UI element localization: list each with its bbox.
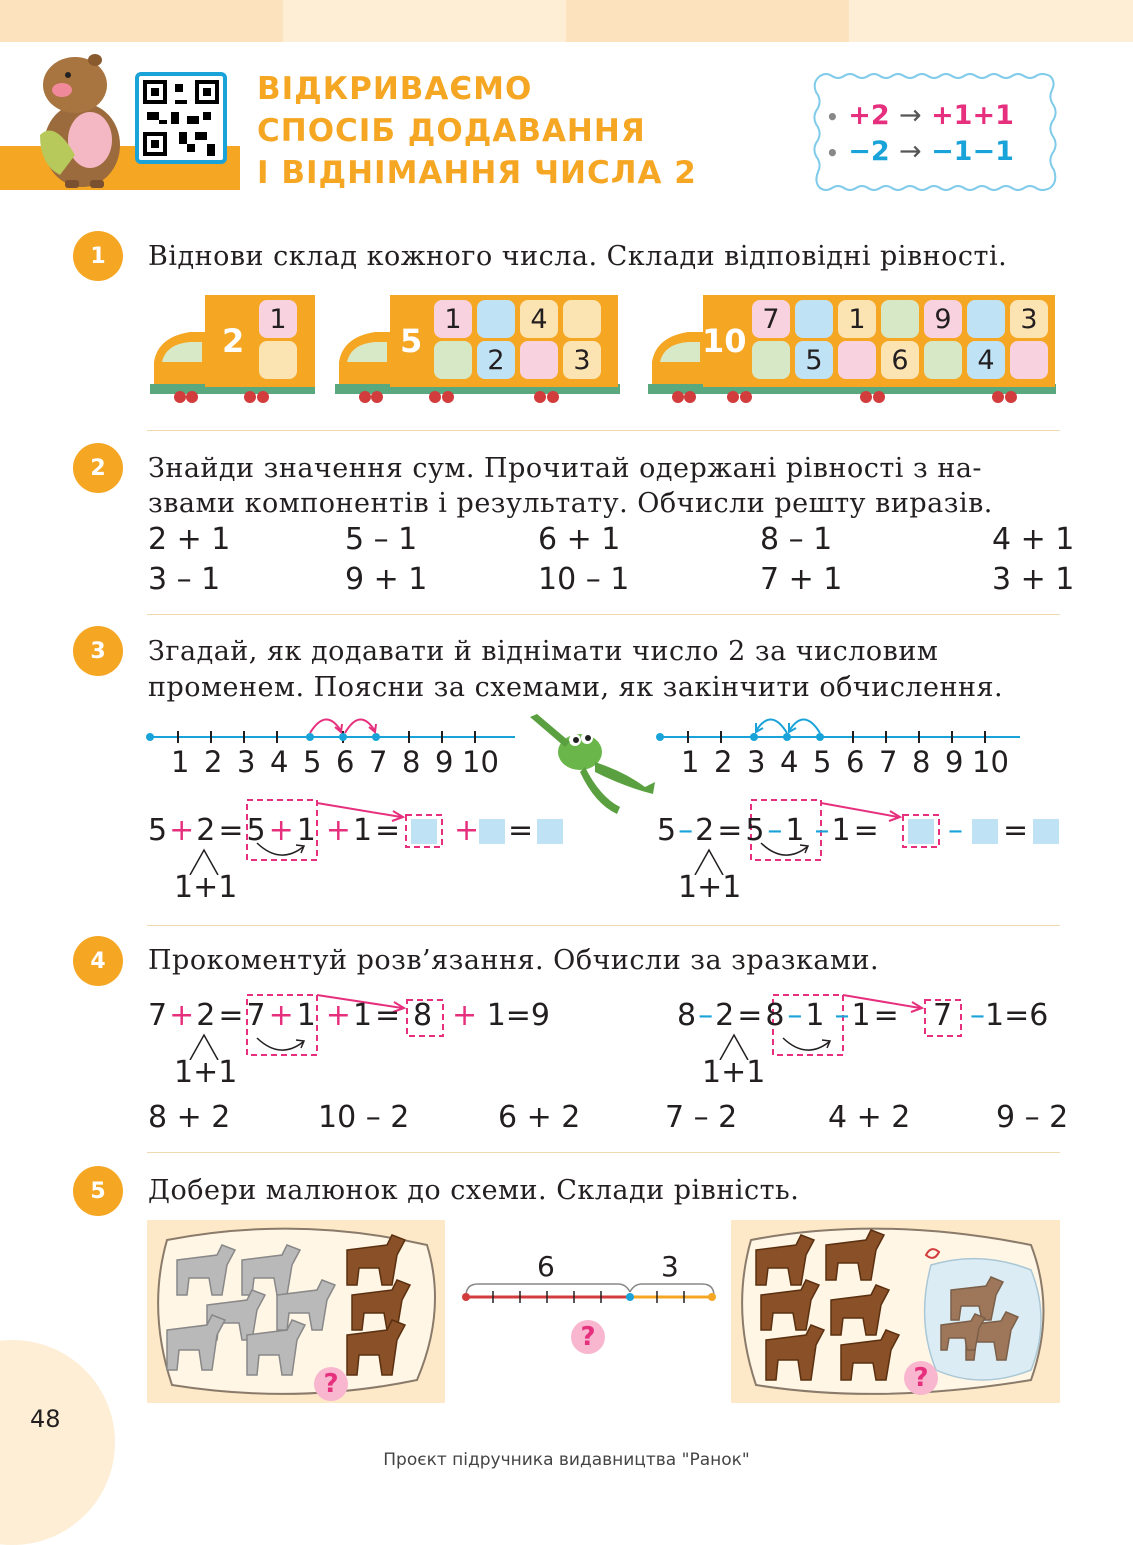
truck-10-cell: 1 bbox=[838, 300, 876, 338]
truck-5-cell[interactable] bbox=[477, 300, 515, 338]
t3-left-expression: 5+2 = 5 + 1 +1 = bbox=[148, 813, 401, 848]
tick-label: 9 bbox=[435, 745, 454, 779]
tick-label: 8 bbox=[912, 745, 931, 779]
t2-expr: 2 + 1 bbox=[148, 522, 231, 557]
truck-10-label: 10 bbox=[702, 322, 747, 360]
expr-num: 5 bbox=[657, 813, 677, 848]
t2-expr: 5 – 1 bbox=[345, 522, 418, 557]
scheme-left-value: 6 bbox=[537, 1250, 555, 1283]
tick-label: 9 bbox=[945, 745, 964, 779]
expr-op: – bbox=[678, 813, 694, 848]
truck-5-cell[interactable] bbox=[520, 341, 558, 379]
truck-10-cell[interactable] bbox=[838, 341, 876, 379]
t4-left-tail: + 1=9 bbox=[452, 998, 551, 1033]
page-title bbox=[257, 68, 697, 194]
t2-expr: 9 + 1 bbox=[345, 562, 428, 597]
t2-expr: 8 – 1 bbox=[760, 522, 833, 557]
t2-expr: 10 – 1 bbox=[538, 562, 630, 597]
separator bbox=[147, 430, 1060, 431]
tick-label: 1 bbox=[171, 745, 190, 779]
t2-expr: 3 – 1 bbox=[148, 562, 221, 597]
t4-right-expression: 8–2 = 8 – 1 –1 = bbox=[677, 998, 899, 1033]
expr-op: + bbox=[169, 813, 195, 848]
t4-exercise: 6 + 2 bbox=[498, 1100, 581, 1135]
expr-num: 2 bbox=[196, 813, 216, 848]
t4-left-split: 1+1 bbox=[174, 1055, 238, 1090]
tick-label: 1 bbox=[681, 745, 700, 779]
truck-5-cell[interactable] bbox=[563, 300, 601, 338]
truck-10-cell[interactable] bbox=[881, 300, 919, 338]
expr-num: 1 bbox=[352, 813, 373, 848]
expr-num: 2 bbox=[695, 813, 715, 848]
truck-10-cell[interactable] bbox=[752, 341, 790, 379]
t3-right-expression: 5–2 = 5 – 1 –1 = bbox=[657, 813, 879, 848]
expr-num: 1 bbox=[785, 813, 805, 848]
truck-5-cell: 4 bbox=[520, 300, 558, 338]
tick-label: 10 bbox=[972, 745, 1009, 779]
picture-horses-left[interactable] bbox=[147, 1220, 445, 1403]
separator bbox=[147, 1152, 1060, 1153]
t2-expr: 3 + 1 bbox=[992, 562, 1075, 597]
rule-minus-2: • −2 → −1−1 bbox=[826, 136, 1014, 167]
tick-label: 5 bbox=[813, 745, 832, 779]
page-number: 48 bbox=[30, 1405, 61, 1433]
segment-scheme bbox=[458, 1250, 723, 1320]
expr-num: 1 bbox=[296, 813, 316, 848]
tick-label: 4 bbox=[270, 745, 289, 779]
tick-label: 5 bbox=[303, 745, 322, 779]
question-mark-scheme: ? bbox=[571, 1320, 605, 1354]
t4-right-split: 1+1 bbox=[702, 1055, 766, 1090]
number-line-right bbox=[655, 705, 1025, 755]
title-line-1: ВІДКРИВАЄМО bbox=[257, 71, 533, 107]
t4-exercise: 4 + 2 bbox=[828, 1100, 911, 1135]
t3-left-eq: = bbox=[508, 813, 534, 848]
truck-10-cell: 3 bbox=[1010, 300, 1048, 338]
picture-horses-right[interactable] bbox=[731, 1220, 1060, 1403]
expr-num: 5 bbox=[745, 813, 765, 848]
footer-text: Проєкт підручника видавництва "Ранок" bbox=[383, 1450, 750, 1470]
tick-label: 2 bbox=[714, 745, 733, 779]
separator bbox=[147, 925, 1060, 926]
question-mark-right: ? bbox=[904, 1361, 938, 1395]
t4-exercise: 8 + 2 bbox=[148, 1100, 231, 1135]
truck-10-cell: 5 bbox=[795, 341, 833, 379]
task-5-number: 5 bbox=[73, 1166, 123, 1216]
title-line-3: І ВІДНІМАННЯ ЧИСЛА 2 bbox=[257, 155, 697, 191]
truck-5-label: 5 bbox=[400, 322, 423, 360]
task-3-text-line-2: променем. Поясни за схемами, як закінчити обчислення. bbox=[148, 672, 1004, 703]
tick-label: 3 bbox=[747, 745, 766, 779]
capybara-mascot-icon bbox=[20, 45, 140, 190]
tick-label: 6 bbox=[336, 745, 355, 779]
truck-10-cell: 6 bbox=[881, 341, 919, 379]
t3-left-split: 1+1 bbox=[174, 870, 238, 905]
t4-exercise: 9 – 2 bbox=[996, 1100, 1069, 1135]
tick-label: 10 bbox=[462, 745, 499, 779]
expr-eq: = bbox=[218, 813, 244, 848]
t3-right-eq: = bbox=[1003, 813, 1029, 848]
expr-num: 1 bbox=[831, 813, 851, 848]
top-color-bar bbox=[0, 0, 1133, 42]
t4-exercise: 7 – 2 bbox=[665, 1100, 738, 1135]
t2-expr: 6 + 1 bbox=[538, 522, 621, 557]
tick-label: 7 bbox=[879, 745, 898, 779]
truck-10-cell: 7 bbox=[752, 300, 790, 338]
task-2-number: 2 bbox=[73, 443, 123, 493]
task-1-number: 1 bbox=[73, 231, 123, 281]
t4-right-tail: –1=6 bbox=[970, 998, 1049, 1033]
expr-eq: = bbox=[375, 813, 401, 848]
task-2-text-line-2: звами компонентів і результату. Обчисли решту виразів. bbox=[148, 488, 993, 519]
rule-box-border bbox=[812, 72, 1058, 192]
expr-eq: = bbox=[853, 813, 879, 848]
truck-2-cell-top: 1 bbox=[259, 300, 297, 338]
truck-10-cell: 9 bbox=[924, 300, 962, 338]
task-5-text: Добери малюнок до схеми. Склади рівність. bbox=[148, 1175, 800, 1206]
page-corner bbox=[0, 1340, 115, 1545]
t4-left-mid: 8 bbox=[413, 998, 433, 1033]
expr-eq: = bbox=[717, 813, 743, 848]
t4-exercise: 10 – 2 bbox=[318, 1100, 410, 1135]
question-mark-left: ? bbox=[314, 1367, 348, 1401]
truck-5-cell: 2 bbox=[477, 341, 515, 379]
expr-num: 5 bbox=[148, 813, 168, 848]
t2-expr: 7 + 1 bbox=[760, 562, 843, 597]
task-4-text: Прокоментуй розв’язання. Обчисли за зразками. bbox=[148, 945, 880, 976]
truck-10-cell[interactable] bbox=[795, 300, 833, 338]
qr-code[interactable] bbox=[135, 72, 227, 164]
truck-10-cell[interactable] bbox=[967, 300, 1005, 338]
tick-label: 2 bbox=[204, 745, 223, 779]
truck-2-label: 2 bbox=[222, 322, 245, 360]
truck-10-cell[interactable] bbox=[1010, 341, 1048, 379]
tick-label: 8 bbox=[402, 745, 421, 779]
qr-pattern-icon bbox=[139, 76, 223, 160]
rule-plus-2: • +2 → +1+1 bbox=[826, 100, 1014, 131]
task-2-text-line-1: Знайди значення сум. Прочитай одержані рівності з на- bbox=[148, 453, 983, 484]
separator bbox=[147, 614, 1060, 615]
t3-right-minus: – bbox=[948, 813, 963, 848]
t3-left-plus: + bbox=[454, 813, 480, 848]
scheme-right-value: 3 bbox=[661, 1250, 679, 1283]
truck-2-cell-bottom[interactable] bbox=[259, 341, 297, 379]
t4-left-expression: 7+2 = 7 + 1 +1 = bbox=[148, 998, 401, 1033]
truck-5-cell[interactable] bbox=[434, 341, 472, 379]
task-4-number: 4 bbox=[73, 936, 123, 986]
task-1-text: Віднови склад кожного числа. Склади відповідні рівності. bbox=[148, 241, 1008, 272]
t3-right-split: 1+1 bbox=[678, 870, 742, 905]
task-3-text-line-1: Згадай, як додавати й віднімати число 2 за числовим bbox=[148, 636, 939, 667]
tick-label: 4 bbox=[780, 745, 799, 779]
t2-expr: 4 + 1 bbox=[992, 522, 1075, 557]
truck-10-cell[interactable] bbox=[924, 341, 962, 379]
task-3-number: 3 bbox=[73, 626, 123, 676]
truck-5-cell: 3 bbox=[563, 341, 601, 379]
truck-5-cell: 1 bbox=[434, 300, 472, 338]
truck-10-cell: 4 bbox=[967, 341, 1005, 379]
title-line-2: СПОСІБ ДОДАВАННЯ bbox=[257, 113, 646, 149]
tick-label: 7 bbox=[369, 745, 388, 779]
expr-num: 5 bbox=[246, 813, 266, 848]
tick-label: 6 bbox=[846, 745, 865, 779]
tick-label: 3 bbox=[237, 745, 256, 779]
t4-right-mid: 7 bbox=[933, 998, 953, 1033]
